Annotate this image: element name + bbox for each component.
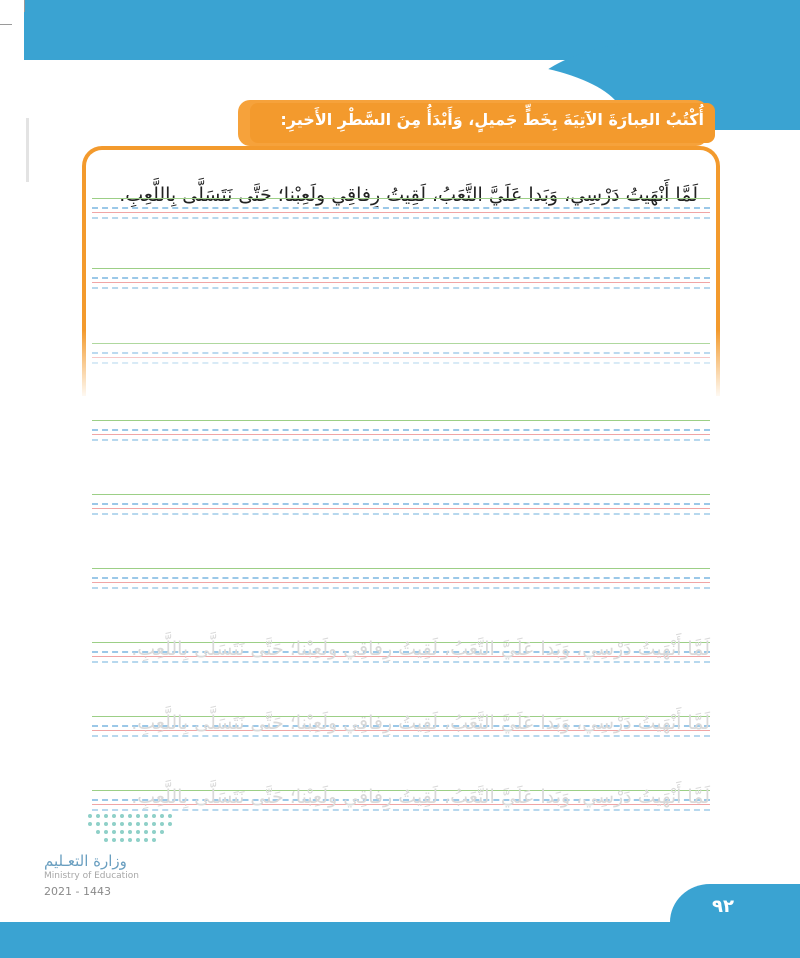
writing-line[interactable] [92, 198, 710, 228]
instruction-text: أُكْتُبُ العِبارَةَ الآتِيَةَ بِخَطٍّ جَميلٍ، وَأَبْدَأُ مِنَ السَّطْرِ الأَخيرِ: [280, 110, 704, 129]
frame-fade [78, 330, 726, 400]
ministry-name-arabic: وزارة التعـليم [44, 852, 127, 870]
writing-line[interactable] [92, 420, 710, 450]
trace-sentence: لَمَّا أَنْهَيتُ دَرْسِي، وَبَدا عَلَيَّ التَّعَبُ، لَقِيتُ رِفاقِي ولَعِبْنا؛ حَتَّى نَتَسَلَّى بِاللَّعِبِ. [131, 786, 710, 808]
academic-year: 2021 - 1443 [44, 885, 111, 898]
crop-mark [24, 0, 25, 12]
model-sentence: لَمَّا أَنْهَيتُ دَرْسِي، وَبَدا عَلَيَّ التَّعَبُ، لَقِيتُ رِفاقِي ولَعِبْنا؛ حَتَّى نَتَسَلَّى بِاللَّعِبِ. [119, 184, 698, 206]
ministry-logo-icon [86, 812, 180, 848]
writing-line[interactable] [92, 494, 710, 524]
page-number: ٩٢ [712, 896, 734, 917]
crop-mark [26, 118, 29, 182]
trace-sentence: لَمَّا أَنْهَيتُ دَرْسِي، وَبَدا عَلَيَّ التَّعَبُ، لَقِيتُ رِفاقِي ولَعِبْنا؛ حَتَّى نَتَسَلَّى بِاللَّعِبِ. [131, 638, 710, 660]
writing-line[interactable] [92, 568, 710, 598]
crop-mark [0, 24, 12, 25]
trace-sentence: لَمَّا أَنْهَيتُ دَرْسِي، وَبَدا عَلَيَّ التَّعَبُ، لَقِيتُ رِفاقِي ولَعِبْنا؛ حَتَّى نَتَسَلَّى بِاللَّعِبِ. [131, 712, 710, 734]
ministry-name-english: Ministry of Education [44, 871, 139, 881]
writing-line[interactable] [92, 268, 710, 298]
page-number-tab [670, 884, 800, 934]
